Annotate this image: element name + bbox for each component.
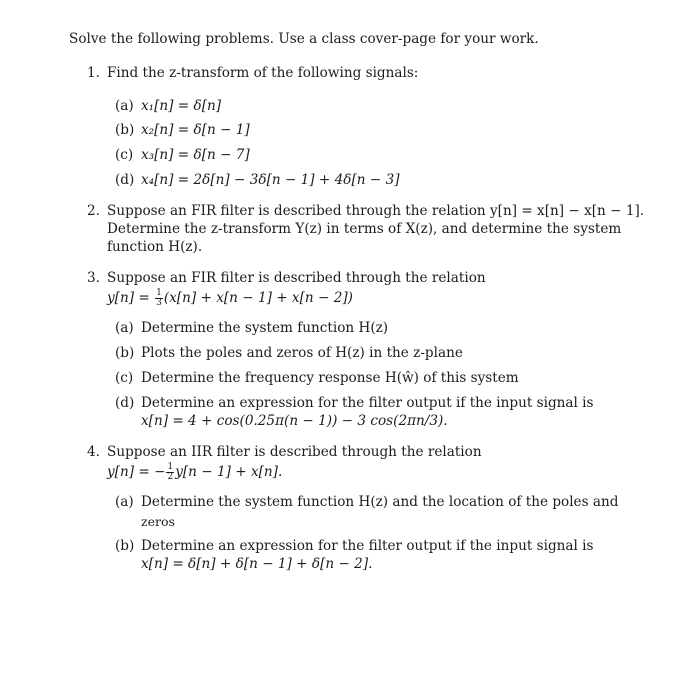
problem-4a-text-2: zeros	[141, 514, 175, 529]
problem-2-line-3: function H(z).	[107, 239, 203, 255]
problem-3-line-1: Suppose an FIR filter is described through the relation	[107, 270, 486, 286]
problem-3a-text: Determine the system function H(z)	[141, 320, 389, 336]
problem-4a-text-1: Determine the system function H(z) and the location of the poles and	[141, 494, 619, 510]
problem-3c-label: (c)	[115, 370, 134, 386]
problem-2-line-2: Determine the z-transform Y(z) in terms of X(z), and determine the system	[107, 221, 622, 237]
problem-4-number: 4.	[87, 444, 100, 460]
problem-3c-text: Determine the frequency response H(ŵ) of this system	[141, 370, 519, 386]
problem-3-number: 3.	[87, 270, 100, 286]
problem-4b-label: (b)	[115, 538, 135, 554]
equation-lhs: y[n] =	[107, 290, 150, 306]
problem-2-line-1: Suppose an FIR filter is described through the relation y[n] = x[n] − x[n − 1].	[107, 203, 645, 219]
problem-1a-label: (a)	[115, 98, 134, 114]
equation-rhs: (x[n] + x[n − 1] + x[n − 2])	[163, 290, 353, 306]
problem-1-number: 1.	[87, 65, 100, 81]
problem-4b-text-2: x[n] = δ[n] + δ[n − 1] + δ[n − 2].	[141, 556, 373, 572]
problem-1c-label: (c)	[115, 147, 134, 163]
problem-3a-label: (a)	[115, 320, 134, 336]
problem-4-equation	[107, 463, 282, 482]
problem-1a-equation: x₁[n] = δ[n]	[141, 98, 222, 114]
problem-3b-label: (b)	[115, 345, 135, 361]
problem-1c-equation: x₃[n] = δ[n − 7]	[141, 147, 250, 163]
problem-4b-text-1: Determine an expression for the filter output if the input signal is	[141, 538, 594, 554]
problem-3b-text: Plots the poles and zeros of H(z) in the z-plane	[141, 345, 463, 361]
instructions-heading: Solve the following problems. Use a class cover-page for your work.	[69, 31, 539, 47]
equation-rhs: y[n − 1] + x[n].	[175, 464, 283, 480]
problem-3d-text-2: x[n] = 4 + cos(0.25π(n − 1)) − 3 cos(2πn/3).	[141, 413, 448, 429]
problem-3d-label: (d)	[115, 395, 135, 411]
equation-lhs: y[n] = −	[107, 464, 166, 480]
problem-1-text: Find the z-transform of the following signals:	[107, 65, 419, 81]
problem-1d-label: (d)	[115, 172, 135, 188]
problem-4a-label: (a)	[115, 494, 134, 510]
problem-1b-equation: x₂[n] = δ[n − 1]	[141, 122, 250, 138]
problem-3-equation	[107, 289, 353, 308]
problem-2-number: 2.	[87, 203, 100, 219]
fraction: $\frac{1}{3}$	[156, 288, 162, 308]
fraction: $\frac{1}{2}$	[167, 462, 174, 482]
problem-3d-text-1: Determine an expression for the filter output if the input signal is	[141, 395, 594, 411]
problem-1d-equation: x₄[n] = 2δ[n] − 3δ[n − 1] + 4δ[n − 3]	[141, 172, 400, 188]
problem-1b-label: (b)	[115, 122, 135, 138]
problem-4-line-1: Suppose an IIR filter is described through the relation	[107, 444, 482, 460]
